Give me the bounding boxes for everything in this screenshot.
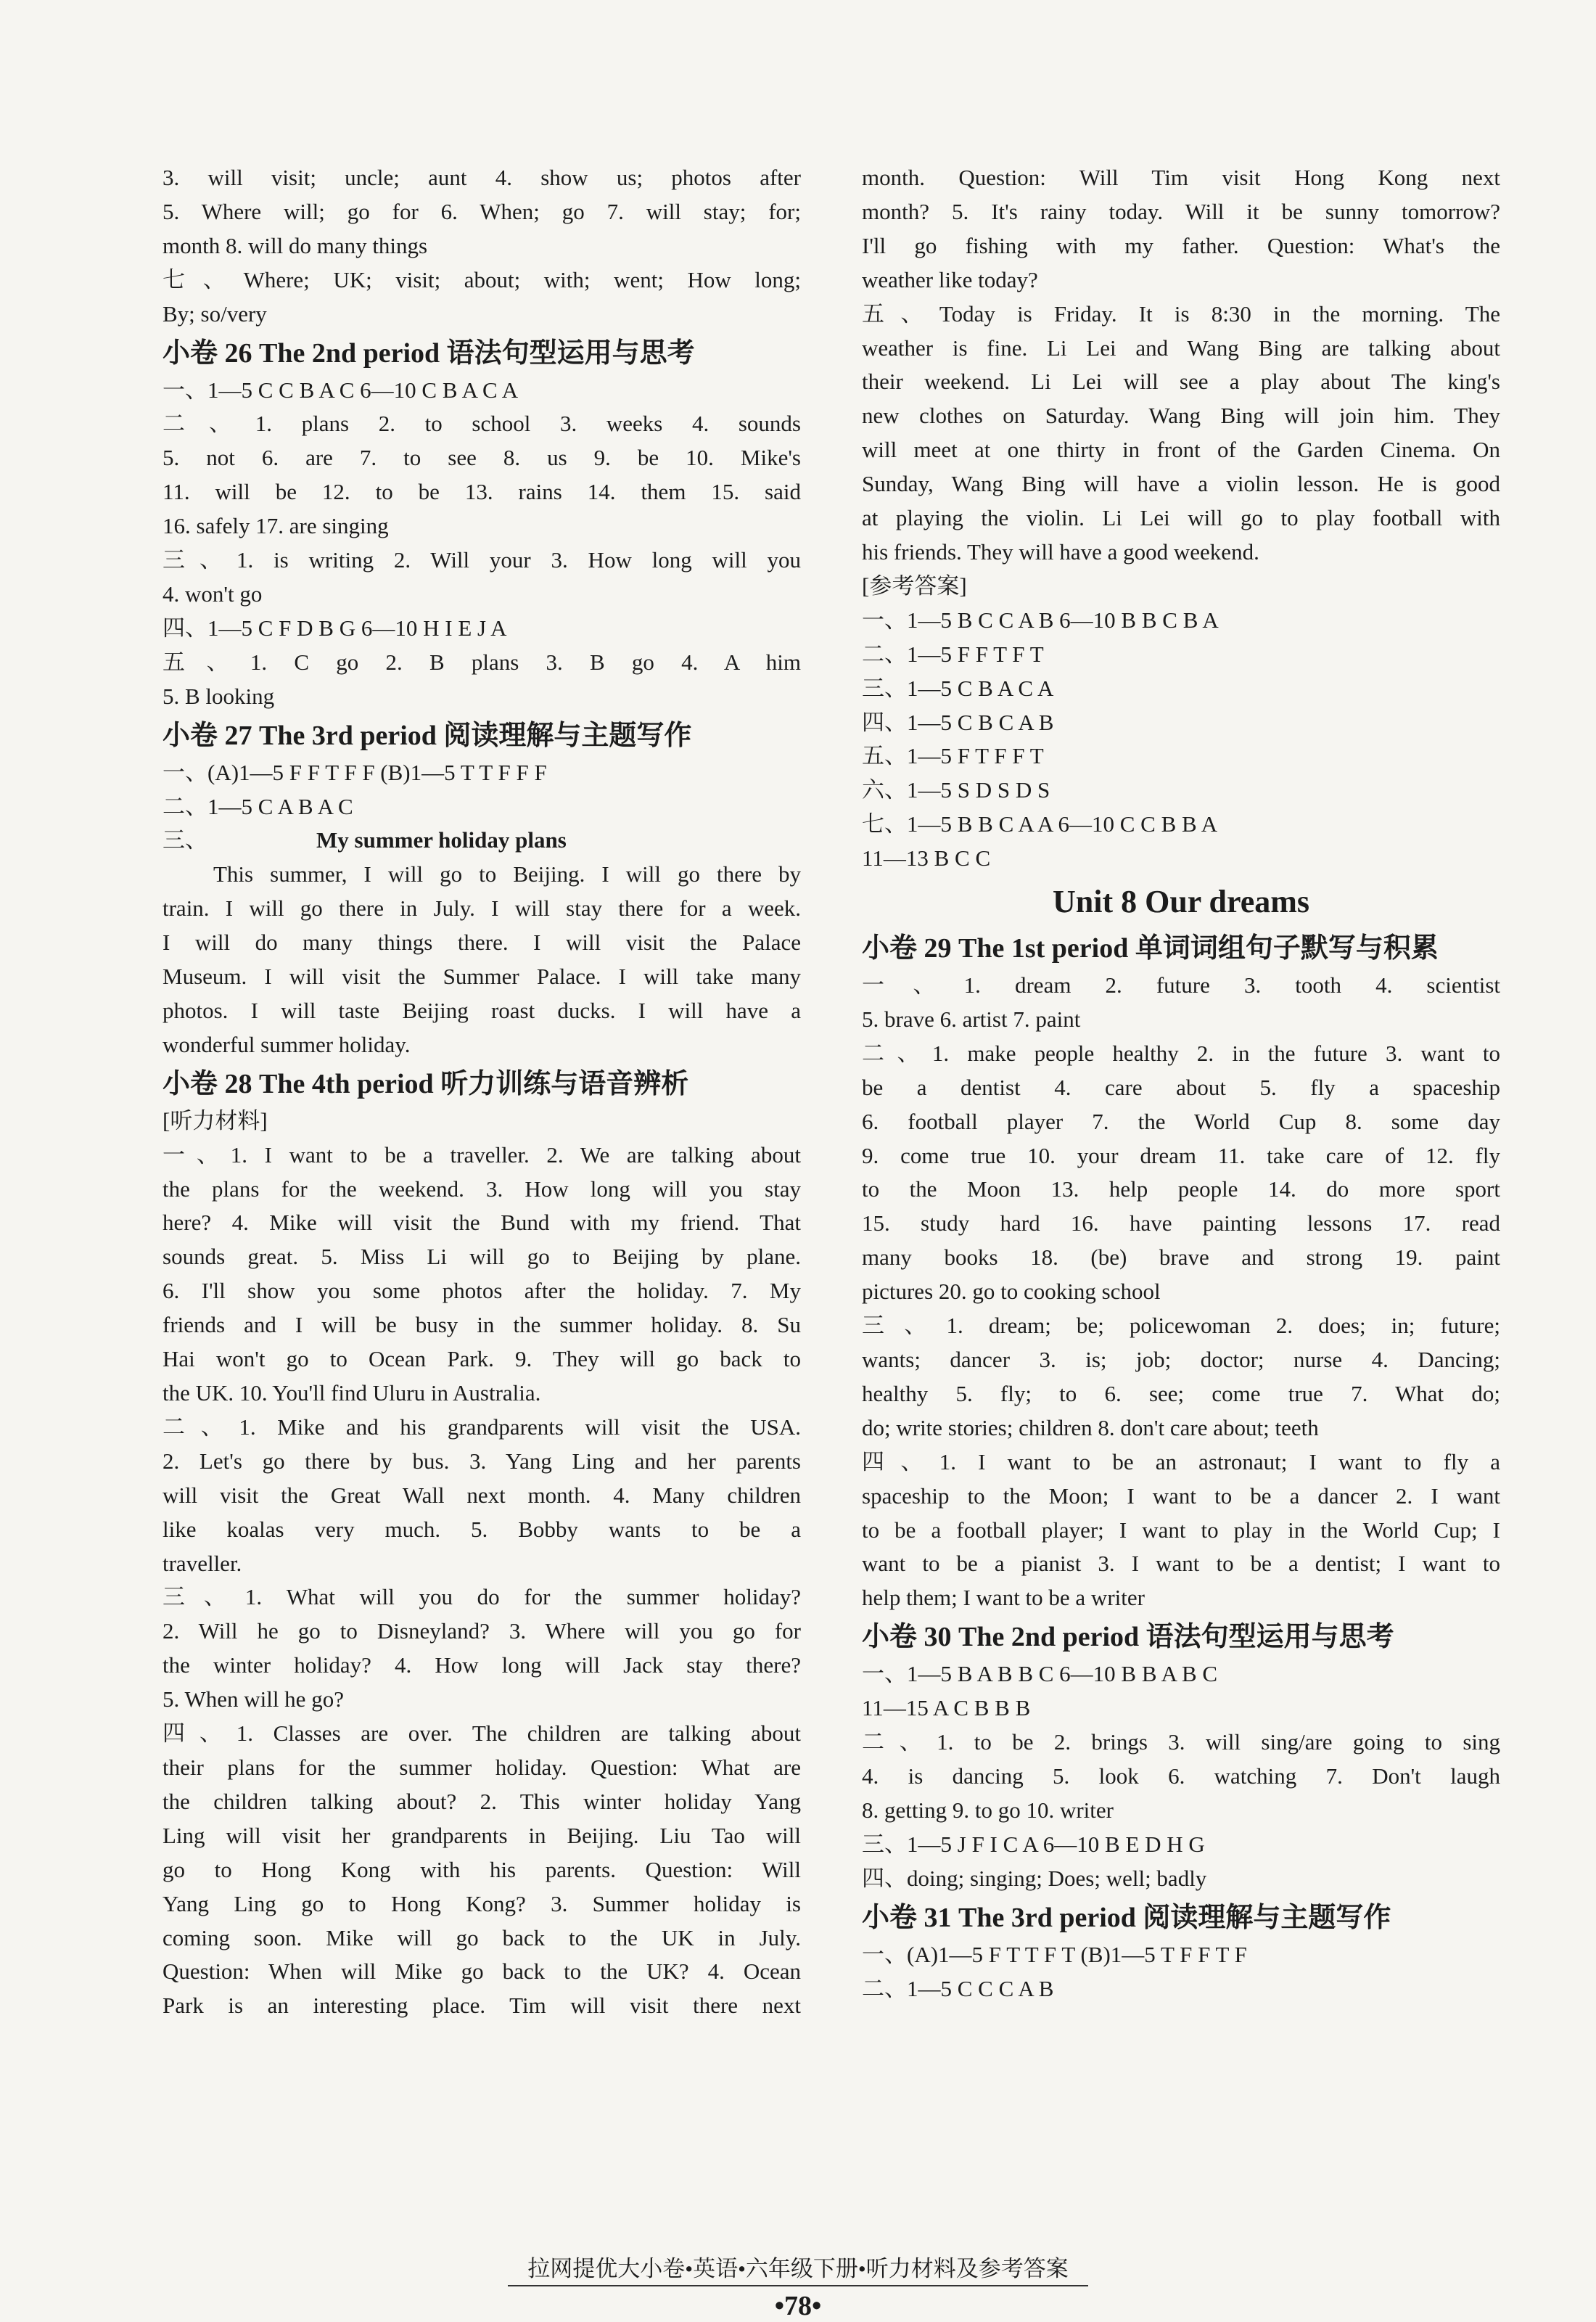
text-line: will visit the Great Wall next month. 4. Many children [163, 1482, 801, 1508]
text-line: 一、1. I want to be a traveller. 2. We are talking about [163, 1141, 801, 1168]
text-line: 七、1—5 B B C A A 6—10 C C B B A [862, 811, 1218, 837]
text-line: Ling will visit her grandparents in Beijing. Liu Tao will [163, 1822, 801, 1848]
text-line: 15. study hard 16. have painting lessons 17. read [862, 1210, 1500, 1236]
text-line: weather like today? [862, 266, 1038, 292]
text-line: coming soon. Mike will go back to the UK in July. [163, 1924, 801, 1950]
text-line: 5. B looking [163, 683, 275, 709]
text-line: to be a football player; I want to play in the World Cup; I [862, 1517, 1500, 1543]
text-line: 四、1—5 C B C A B [862, 709, 1054, 735]
section-heading: 小卷 29 The 1st period 单词词组句子默写与积累 [862, 933, 1439, 964]
text-line: 8. getting 9. to go 10. writer [862, 1797, 1114, 1823]
text-line: traveller. [163, 1550, 242, 1576]
text-line: the UK. 10. You'll find Uluru in Australia. [163, 1380, 541, 1406]
text-line: 9. come true 10. your dream 11. take care of 12. fly [862, 1142, 1500, 1168]
text-line: 11—13 B C C [862, 845, 991, 871]
text-line: 6. I'll show you some photos after the holiday. 7. My [163, 1278, 801, 1304]
text-line: 一、1—5 B A B B C 6—10 B B A B C [862, 1661, 1218, 1687]
text-line: 4. won't go [163, 580, 263, 607]
text-line: 三、1. dream; be; policewoman 2. does; in; future; [862, 1313, 1500, 1339]
text-line: 二、1. plans 2. to school 3. weeks 4. sounds [163, 411, 801, 437]
text-line: 三、1. is writing 2. Will your 3. How long will you [163, 547, 801, 573]
text-line: do; write stories; children 8. don't care about; teeth [862, 1414, 1319, 1440]
text-line: 11—15 A C B B B [862, 1695, 1031, 1721]
text-line: 五、Today is Friday. It is 8:30 in the morning. The [862, 300, 1500, 327]
text-line: 七、Where; UK; visit; about; with; went; How long; [163, 266, 801, 292]
text-line: 5. When will he go? [163, 1686, 344, 1712]
text-line: By; so/very [163, 300, 267, 327]
text-line: photos. I will taste Beijing roast ducks. I will have a [163, 997, 801, 1023]
footer-title: 拉网提优大小卷•英语•六年级下册•听力材料及参考答案 [527, 2256, 1069, 2281]
text-line: Hai won't go to Ocean Park. 9. They will go back to [163, 1346, 801, 1372]
text-line: 2. Let's go there by bus. 3. Yang Ling and her parents [163, 1448, 801, 1474]
section-heading: 小卷 31 The 3rd period 阅读理解与主题写作 [862, 1902, 1391, 1933]
text-line: help them; I want to be a writer [862, 1585, 1145, 1611]
text-line: [听力材料] [163, 1107, 268, 1133]
text-line: 二、1. Mike and his grandparents will visit the USA. [163, 1414, 801, 1440]
text-line: wonderful summer holiday. [163, 1031, 411, 1057]
text-line: go to Hong Kong with his parents. Question: Will [163, 1856, 801, 1882]
text-line: 一、1—5 C C B A C 6—10 C B A C A [163, 377, 519, 403]
essay-title: My summer holiday plans [316, 827, 567, 853]
text-line: his friends. They will have a good weekend. [862, 538, 1259, 565]
text-line: pictures 20. go to cooking school [862, 1279, 1161, 1305]
section-heading: 小卷 30 The 2nd period 语法句型运用与思考 [862, 1622, 1394, 1653]
text-line: wants; dancer 3. is; job; doctor; nurse 4. Dancing; [862, 1347, 1500, 1372]
text-line: 3. will visit; uncle; aunt 4. show us; photos after [163, 165, 801, 190]
text-line: the plans for the weekend. 3. How long will you stay [163, 1176, 801, 1202]
text-line: I'll go fishing with my father. Question: What's the [862, 232, 1500, 258]
text-line: will meet at one thirty in front of the Garden Cinema. On [862, 437, 1500, 463]
text-line: 六、1—5 S D S D S [862, 777, 1050, 803]
text-line: at playing the violin. Li Lei will go to play football with [862, 505, 1500, 531]
text-line: healthy 5. fly; to 6. see; come true 7. What do; [862, 1380, 1500, 1406]
text-line: 五、1. C go 2. B plans 3. B go 4. A him [163, 649, 801, 675]
text-line: 4. is dancing 5. look 6. watching 7. Don't laugh [862, 1763, 1500, 1789]
item-label: 三、 [163, 827, 207, 853]
text-line: 一、1—5 B C C A B 6—10 B B C B A [862, 607, 1219, 633]
text-line: new clothes on Saturday. Wang Bing will join him. They [862, 403, 1500, 429]
text-line: Sunday, Wang Bing will have a violin lesson. He is good [862, 471, 1500, 497]
text-line: Yang Ling go to Hong Kong? 3. Summer holiday is [163, 1890, 801, 1916]
text-line: 二、1—5 C A B A C [163, 793, 353, 819]
text-line: here? 4. Mike will visit the Bund with my friend. That [163, 1210, 801, 1236]
text-line: 2. Will he go to Disneyland? 3. Where will you go for [163, 1618, 801, 1644]
section-heading: 小卷 26 The 2nd period 语法句型运用与思考 [163, 337, 695, 369]
text-line [163, 824, 801, 858]
text-line: to the Moon 13. help people 14. do more sport [862, 1176, 1500, 1202]
right-column [862, 161, 1500, 2006]
text-line: want to be a pianist 3. I want to be a dentist; I want to [862, 1551, 1500, 1577]
text-line: Question: When will Mike go back to the UK? 4. Ocean [163, 1958, 801, 1985]
footer-divider [508, 2285, 1088, 2286]
text-line: 五、1—5 F T F F T [862, 743, 1044, 769]
text-line: 二、1. to be 2. brings 3. will sing/are going to sing [862, 1729, 1500, 1755]
text-line: friends and I will be busy in the summer holiday. 8. Su [163, 1312, 801, 1338]
section-heading: 小卷 28 The 4th period 听力训练与语音辨析 [163, 1068, 689, 1099]
text-line: 6. football player 7. the World Cup 8. some day [862, 1108, 1500, 1134]
text-line: Museum. I will visit the Summer Palace. I will take many [163, 964, 801, 990]
text-line: I will do many things there. I will visit the Palace [163, 930, 801, 956]
section-heading: 小卷 27 The 3rd period 阅读理解与主题写作 [163, 720, 692, 751]
left-column [163, 161, 801, 2023]
text-line: 5. Where will; go for 6. When; go 7. will stay; for; [163, 198, 801, 224]
text-line: 二、1—5 F F T F T [862, 641, 1044, 667]
text-line: spaceship to the Moon; I want to be a dancer 2. I want [862, 1482, 1500, 1509]
text-line: 四、1—5 C F D B G 6—10 H I E J A [163, 615, 507, 641]
text-line: their plans for the summer holiday. Question: What are [163, 1754, 801, 1780]
text-line: 四、1. Classes are over. The children are talking about [163, 1720, 801, 1747]
text-line: the children talking about? 2. This winter holiday Yang [163, 1788, 801, 1814]
text-line: 5. not 6. are 7. to see 8. us 9. be 10. Mike's [163, 445, 801, 471]
text-line: be a dentist 4. care about 5. fly a spaceship [862, 1074, 1500, 1100]
text-line: This summer, I will go to Beijing. I will go there by [213, 861, 801, 887]
text-line: weather is fine. Li Lei and Wang Bing are talking about [862, 335, 1500, 361]
text-line: 二、1—5 C C C A B [862, 1975, 1054, 2001]
text-line: the winter holiday? 4. How long will Jack stay there? [163, 1652, 801, 1678]
text-line: 一、(A)1—5 F T T F T (B)1—5 T F F T F [862, 1941, 1247, 1967]
text-line: 三、1—5 C B A C A [862, 675, 1054, 701]
text-line: their weekend. Li Lei will see a play about The king's [862, 369, 1500, 395]
text-line: train. I will go there in July. I will stay there for a week. [163, 895, 801, 922]
text-line: like koalas very much. 5. Bobby wants to be a [163, 1516, 801, 1542]
text-line: Park is an interesting place. Tim will visit there next [163, 1993, 801, 2019]
text-line: 二、1. make people healthy 2. in the future 3. want to [862, 1040, 1500, 1066]
text-line: many books 18. (be) brave and strong 19. paint [862, 1244, 1500, 1271]
page-number: •78• [774, 2291, 822, 2321]
text-line: 一、1. dream 2. future 3. tooth 4. scientist [862, 972, 1500, 998]
text-line: [参考答案] [862, 573, 967, 599]
text-line: 三、1—5 J F I C A 6—10 B E D H G [862, 1831, 1205, 1857]
text-line: 5. brave 6. artist 7. paint [862, 1006, 1081, 1032]
text-line: 三、1. What will you do for the summer holiday? [163, 1584, 801, 1610]
text-line: 11. will be 12. to be 13. rains 14. them 15. said [163, 479, 801, 505]
text-line: 四、doing; singing; Does; well; badly [862, 1865, 1207, 1891]
text-line: 16. safely 17. are singing [163, 513, 389, 539]
text-line: 一、(A)1—5 F F T F F (B)1—5 T T F F F [163, 759, 547, 785]
text-line: month. Question: Will Tim visit Hong Kong next [862, 165, 1500, 190]
text-line: 四、1. I want to be an astronaut; I want to fly a [862, 1448, 1500, 1474]
unit-title: Unit 8 Our dreams [1052, 884, 1310, 920]
text-line: sounds great. 5. Miss Li will go to Beijing by plane. [163, 1244, 801, 1270]
text-line: month? 5. It's rainy today. Will it be sunny tomorrow? [862, 198, 1500, 224]
text-line: month 8. will do many things [163, 232, 428, 258]
